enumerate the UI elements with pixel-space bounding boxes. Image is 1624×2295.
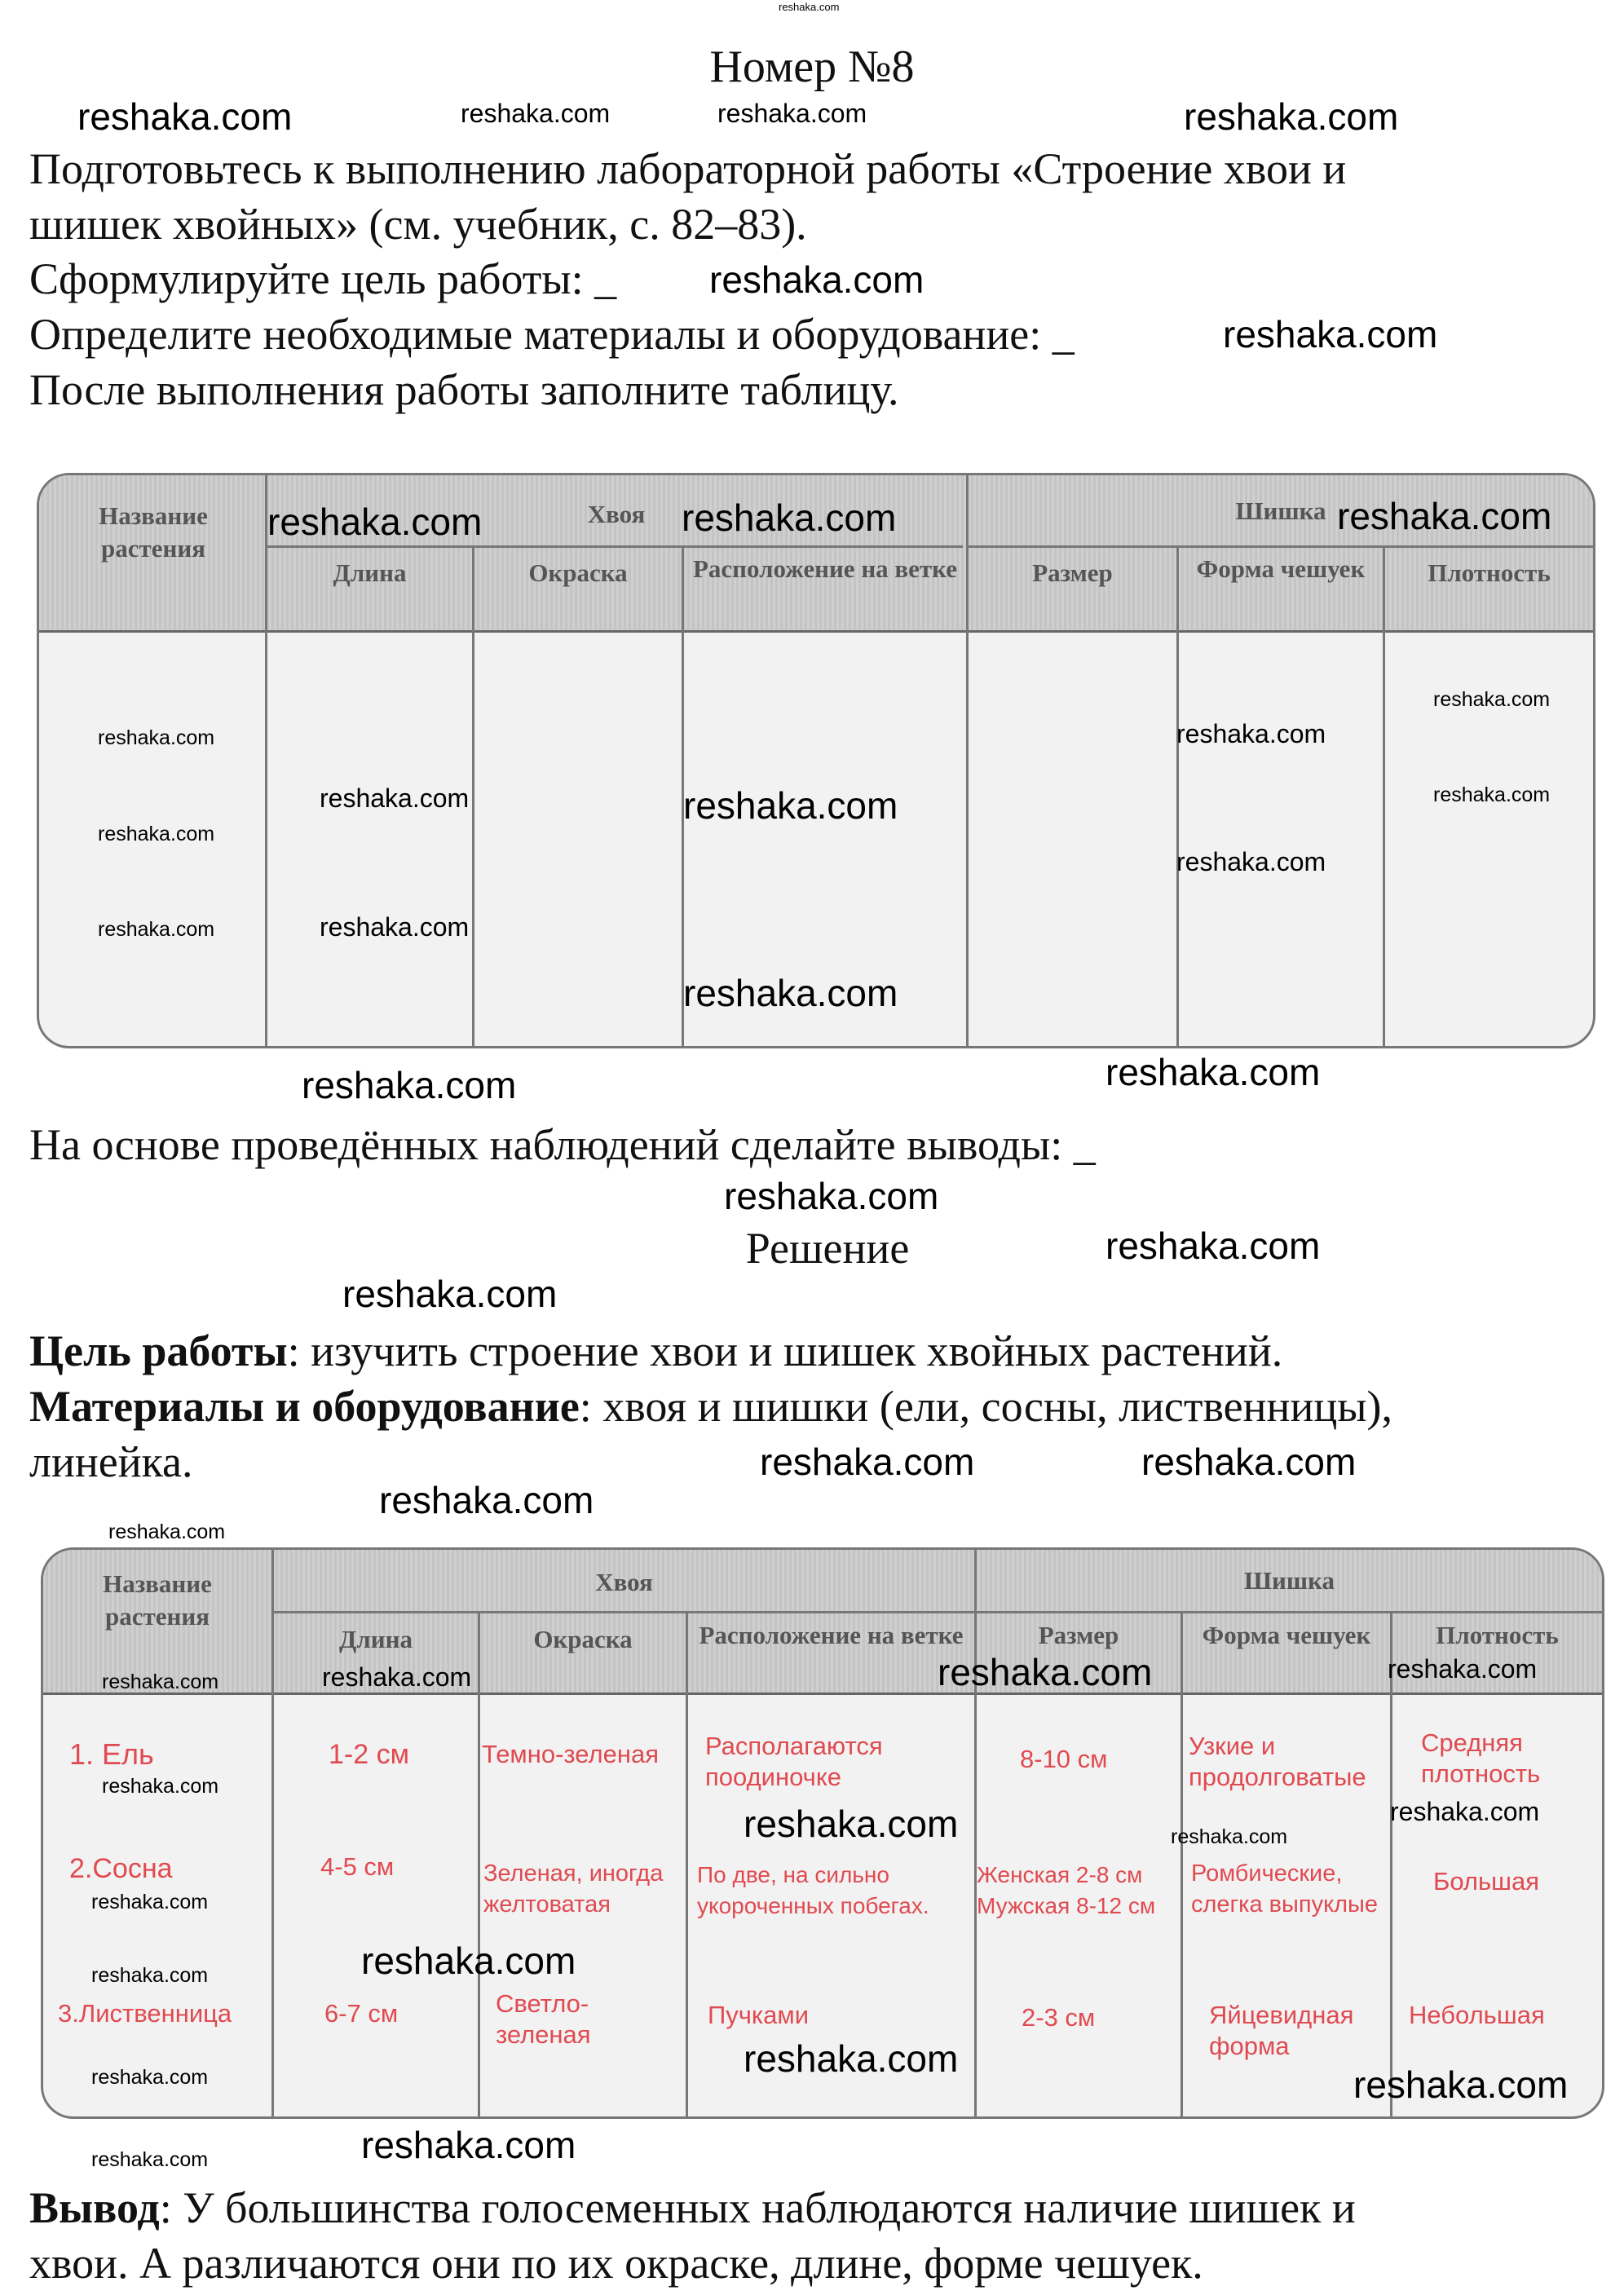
solution-heading: Решение: [745, 1224, 910, 1273]
watermark: reshaka.com: [1184, 95, 1399, 138]
watermark: reshaka.com: [709, 258, 925, 301]
watermark: reshaka.com: [98, 918, 215, 941]
cell-name: 1. Ель: [69, 1737, 154, 1771]
cell-position: Пучками: [708, 2001, 810, 2029]
header-color: Окраска: [533, 1625, 633, 1653]
watermark: reshaka.com: [361, 1940, 576, 1982]
cell-length: 4-5 см: [320, 1852, 395, 1881]
cell-density: Средняя плотность: [1421, 1728, 1541, 1788]
cell-position: Располагаются поодиночке: [705, 1732, 883, 1791]
header-plant-name: Название растения: [99, 501, 208, 563]
watermark: reshaka.com: [682, 497, 897, 539]
goal-value: : изучить строение хвои и шишек хвойных растений.: [287, 1326, 1283, 1375]
goal-text: [29, 1325, 1282, 1377]
watermark: reshaka.com: [320, 783, 470, 813]
watermark: reshaka.com: [760, 1441, 975, 1483]
cell-size: 8-10 см: [1020, 1745, 1108, 1773]
conclusion-value: : У большинства голосеменных наблюдаются наличие шишек и: [159, 2183, 1356, 2232]
watermark: reshaka.com: [1223, 313, 1438, 355]
task-text: шишек хвойных» (см. учебник, с. 82–83).: [29, 200, 807, 249]
cell-color: Темно-зеленая: [482, 1740, 659, 1768]
header-size: Размер: [1038, 1621, 1119, 1649]
watermark: reshaka.com: [744, 1803, 959, 1845]
conclusion-text-2: хвои. А различаются они по их окраске, длине, форме чешуек.: [29, 2239, 1203, 2288]
watermark: reshaka.com: [102, 1775, 219, 1798]
header-needles: Хвоя: [587, 500, 646, 528]
watermark: reshaka.com: [1433, 688, 1551, 711]
header-plant-name: Название растения: [103, 1569, 212, 1631]
watermark: reshaka.com: [1337, 495, 1552, 537]
header-scale-shape: Форма чешуек: [1196, 554, 1366, 583]
empty-table: [37, 473, 1595, 1048]
watermark: reshaka.com: [724, 1175, 939, 1217]
header-position: Расположение на ветке: [699, 1621, 964, 1649]
conclusion-label: Вывод: [29, 2183, 160, 2232]
watermark: reshaka.com: [1433, 783, 1551, 806]
watermark: reshaka.com: [91, 1964, 209, 1987]
watermark: reshaka.com: [744, 2037, 959, 2080]
task-text: После выполнения работы заполните таблицу.: [29, 365, 899, 414]
watermark: reshaka.com: [379, 1479, 594, 1521]
header-density: Плотность: [1428, 558, 1551, 587]
materials-label: Материалы и оборудование: [29, 1382, 580, 1431]
cell-name: 2.Сосна: [69, 1853, 173, 1884]
cell-shape: Яйцевидная форма: [1209, 2001, 1354, 2060]
header-length: Длина: [333, 558, 407, 587]
materials-value: : хвоя и шишки (ели, сосны, лиственницы),: [579, 1382, 1393, 1431]
materials-text-2: линейка.: [29, 1437, 193, 1486]
header-length: Длина: [339, 1625, 413, 1653]
watermark: reshaka.com: [98, 726, 215, 749]
watermark: reshaka.com: [98, 823, 215, 845]
watermark: reshaka.com: [342, 1273, 558, 1315]
materials-text: [29, 1380, 1392, 1432]
cell-length: 6-7 см: [324, 1999, 399, 2028]
cell-length: 1-2 см: [329, 1739, 409, 1770]
watermark: reshaka.com: [320, 912, 470, 942]
page-title: Номер №8: [709, 42, 915, 92]
watermark: reshaka.com: [102, 1670, 219, 1693]
header-density: Плотность: [1436, 1621, 1559, 1649]
watermark: reshaka.com: [1390, 1797, 1540, 1826]
watermark: reshaka.com: [938, 1651, 1153, 1693]
watermark: reshaka.com: [322, 1662, 472, 1692]
conclusion-prompt: На основе проведённых наблюдений сделайте выводы: _: [29, 1120, 1096, 1169]
cell-shape: Узкие и продолговатые: [1189, 1732, 1366, 1791]
conclusion-text: [29, 2182, 1356, 2234]
cell-color: Светло-зеленая: [496, 1989, 591, 2049]
watermark: reshaka.com: [461, 99, 611, 128]
header-cone: Шишка: [1235, 497, 1326, 525]
cell-name: 3.Лиственница: [58, 1999, 232, 2028]
cell-density: Большая: [1433, 1867, 1540, 1896]
watermark: reshaka.com: [1176, 847, 1326, 876]
watermark: reshaka.com: [91, 2148, 209, 2171]
watermark: reshaka.com: [77, 95, 293, 138]
watermark: reshaka.com: [1176, 719, 1326, 748]
watermark: reshaka.com: [779, 1, 840, 13]
goal-label: Цель работы: [29, 1326, 288, 1375]
watermark: reshaka.com: [1388, 1654, 1538, 1684]
watermark: reshaka.com: [108, 1520, 226, 1543]
cell-color: Зеленая, иногда желтоватая: [483, 1860, 664, 1918]
watermark: reshaka.com: [267, 501, 483, 543]
header-size: Размер: [1032, 558, 1113, 587]
header-scale-shape: Форма чешуек: [1202, 1621, 1371, 1649]
header-cone: Шишка: [1244, 1566, 1335, 1595]
watermark: reshaka.com: [361, 2124, 576, 2166]
watermark: reshaka.com: [1141, 1441, 1357, 1483]
watermark: reshaka.com: [91, 2066, 209, 2089]
cell-position: По две, на сильно укороченных побегах.: [697, 1862, 929, 1918]
watermark: reshaka.com: [683, 972, 898, 1014]
watermark: reshaka.com: [1105, 1051, 1321, 1093]
cell-density: Небольшая: [1409, 2001, 1545, 2029]
task-text: Сформулируйте цель работы: _: [29, 254, 617, 303]
watermark: reshaka.com: [683, 784, 898, 827]
watermark: reshaka.com: [1171, 1825, 1288, 1848]
watermark: reshaka.com: [1105, 1225, 1321, 1267]
header-needles: Хвоя: [595, 1568, 653, 1596]
watermark: reshaka.com: [717, 99, 867, 128]
watermark: reshaka.com: [91, 1891, 209, 1913]
task-text: Определите необходимые материалы и оборудование: _: [29, 310, 1075, 359]
watermark: reshaka.com: [1353, 2063, 1569, 2106]
task-text: Подготовьтесь к выполнению лабораторной работы «Строение хвои и: [29, 144, 1347, 193]
header-position: Расположение на ветке: [692, 554, 958, 583]
watermark: reshaka.com: [302, 1064, 517, 1106]
cell-size: 2-3 см: [1022, 2003, 1096, 2032]
cell-size: Женская 2-8 см Мужская 8-12 см: [977, 1862, 1156, 1918]
cell-shape: Ромбические, слегка выпуклые: [1191, 1860, 1378, 1918]
header-color: Окраска: [528, 558, 628, 587]
